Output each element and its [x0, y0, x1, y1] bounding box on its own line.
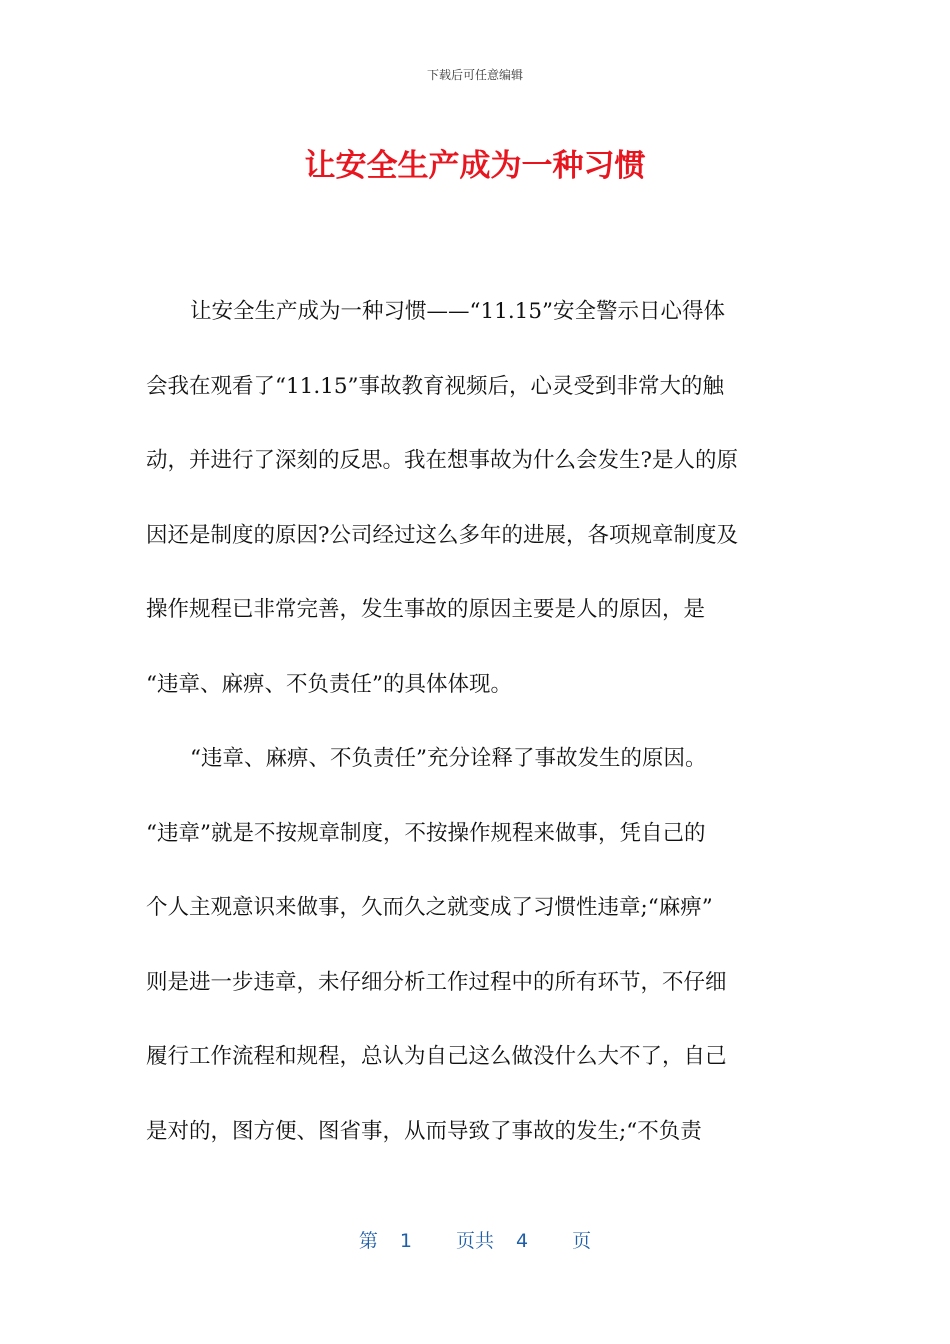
paragraph-2	[146, 722, 806, 1169]
header-note: 下载后可任意编辑	[426, 68, 523, 82]
page-footer	[0, 1226, 950, 1253]
paragraph-line: 会我在观看了“11.15”事故教育视频后，心灵受到非常大的触	[146, 373, 725, 399]
footer-page-suffix: 页	[572, 1230, 592, 1252]
paragraph-line: 因还是制度的原因?公司经过这么多年的进展，各项规章制度及	[146, 522, 739, 548]
paragraph-line: “违章”就是不按规章制度，不按操作规程来做事，凭自己的	[146, 820, 706, 846]
paragraph-line: 履行工作流程和规程，总认为自己这么做没什么大不了，自己	[146, 1044, 727, 1069]
paragraph-line: 动，并进行了深刻的反思。我在想事故为什么会发生?是人的原	[146, 448, 739, 473]
footer-page-prefix: 第	[358, 1230, 378, 1252]
footer-total-pages: 4	[516, 1230, 529, 1252]
paragraph-line: 操作规程已非常完善，发生事故的原因主要是人的原因，是	[146, 597, 706, 622]
paragraph-1	[146, 275, 806, 722]
paragraph-line: “违章、麻痹、不负责任”的具体体现。	[146, 671, 512, 697]
paragraph-line: 个人主观意识来做事，久而久之就变成了习惯性违章;“麻痹”	[146, 895, 713, 920]
paragraph-line: 让安全生产成为一种习惯——“11.15”安全警示日心得体	[190, 299, 726, 324]
paragraph-line: 则是进一步违章，未仔细分析工作过程中的所有环节，不仔细	[146, 969, 727, 995]
footer-page-mid: 页共	[455, 1230, 494, 1252]
document-body	[146, 275, 806, 1169]
document-title: 让安全生产成为一种习惯	[304, 148, 646, 184]
paragraph-line: “违章、麻痹、不负责任”充分诠释了事故发生的原因。	[190, 746, 707, 771]
footer-current-page: 1	[399, 1230, 412, 1252]
paragraph-line: 是对的，图方便、图省事，从而导致了事故的发生;“不负责	[146, 1118, 702, 1144]
